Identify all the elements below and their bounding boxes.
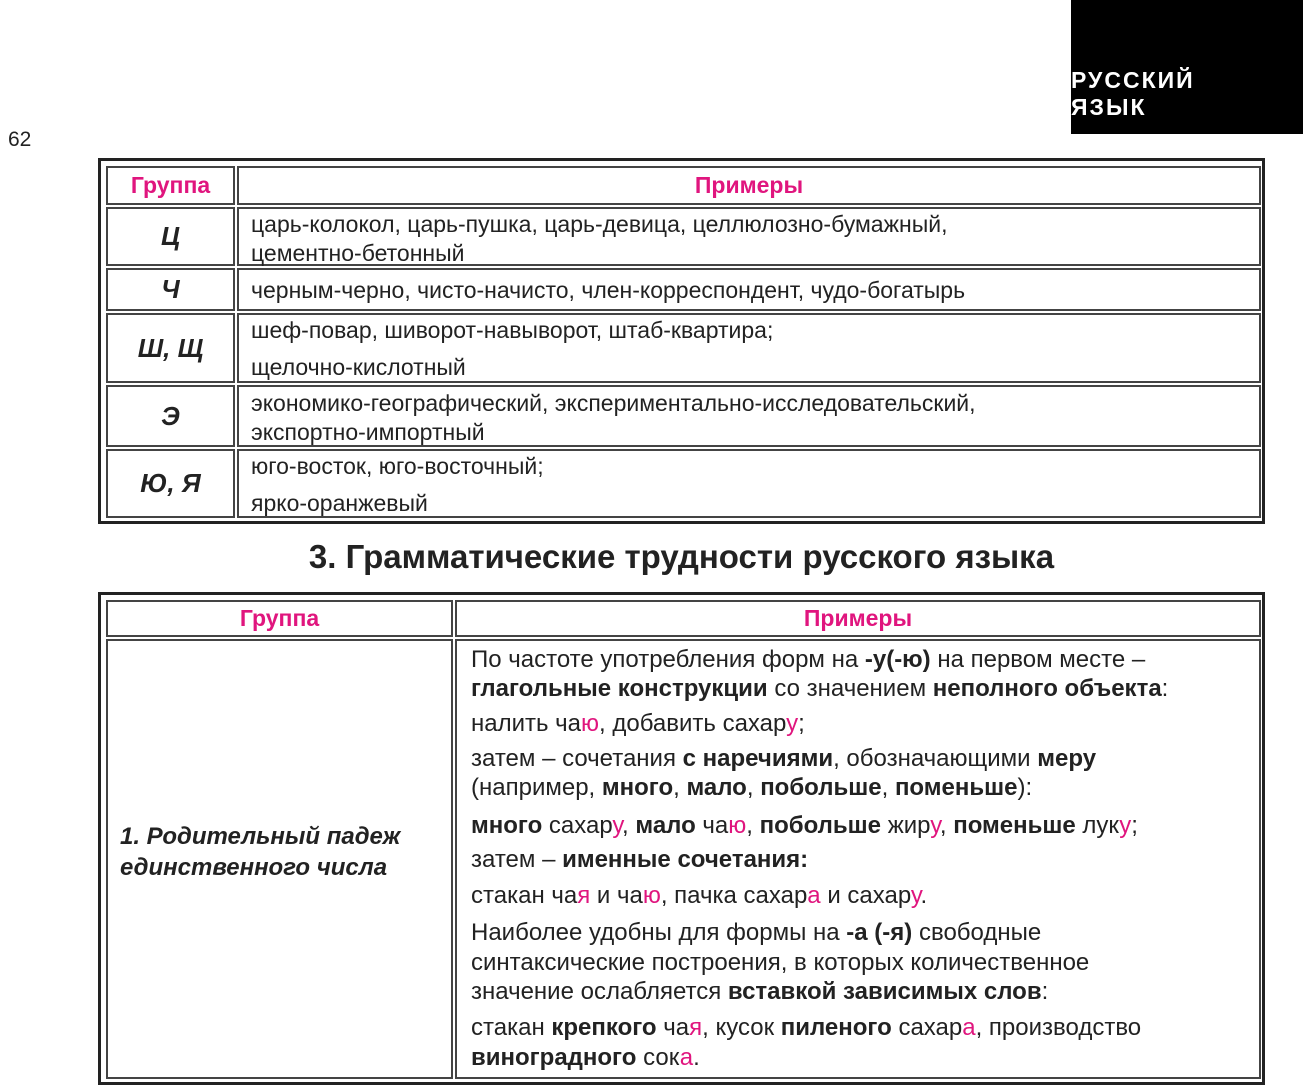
table2-header-group: Группа [106,600,453,637]
text-segment: мало [686,774,747,801]
text-segment: , кусок [702,1014,781,1041]
text-segment: стакан [471,1014,552,1041]
text-segment: поменьше [894,774,1018,801]
text-segment: поменьше [953,812,1076,839]
text-segment: , обозначающими [833,745,1038,772]
text-segment: на первом месте – [930,646,1146,673]
text-segment: виноградного [471,1044,637,1071]
text-segment: ): [1017,774,1033,801]
ending-highlight: а [807,882,821,909]
text-segment: побольше [760,774,882,801]
example-line [471,881,927,911]
ending-highlight: я [577,882,591,909]
table1-group-yu: Ю, Я [106,449,235,518]
text-segment: стакан ча [471,882,578,909]
ending-highlight: у [786,710,799,737]
text-segment: глагольные конструкции [471,675,768,702]
text-segment: затем – сочетания [471,745,683,772]
ending-highlight: ю [642,882,661,909]
example-line [471,948,1089,978]
text-segment: со значением [767,675,933,702]
page-number: 62 [8,128,32,151]
table1-examples-yu [237,449,1261,518]
ending-highlight: а [962,1014,976,1041]
example-line: шеф-повар, шиворот-навыворот, штаб-квартира; [251,317,774,343]
example-line [471,773,1032,803]
text-segment: мало [635,812,696,839]
table1-examples-sh [237,313,1261,383]
section-title: 3. Грамматические трудности русского языка [308,538,1055,575]
table1-group-ts: Ц [106,207,235,266]
example-line: черным-черно, чисто-начисто, член-корреспондент, чудо-богатырь [251,277,966,303]
text-segment: -а (-я) [846,919,913,946]
example-line: экспортно-импортный [251,419,485,445]
table1-group-ch: Ч [106,268,235,311]
text-segment: -у(-ю) [864,646,931,673]
ending-highlight: у [612,812,623,839]
text-segment: крепкого [551,1014,657,1041]
table1-examples-e [237,385,1261,447]
text-segment: синтаксические построения, в которых количественное [471,949,1090,976]
example-line: щелочно-кислотный [251,354,466,380]
table1-header-examples: Примеры [237,166,1261,205]
text-segment: , пачка сахар [660,882,808,909]
text-segment: ча [656,1014,690,1041]
text-segment: сок [636,1044,680,1071]
ending-highlight: у [1119,812,1132,839]
text-segment: , [746,812,760,839]
text-segment: . [693,1044,700,1071]
example-line [471,918,1041,948]
text-segment: неполного объекта [932,675,1162,702]
text-segment: : [1041,978,1049,1005]
example-line [471,1013,1141,1043]
example-line: ярко-оранжевый [251,490,428,516]
text-segment: ча [695,812,729,839]
text-segment: именные сочетания: [562,846,809,873]
example-line [471,1043,700,1073]
example-line [471,977,1048,1007]
ending-highlight: я [689,1014,703,1041]
text-segment: побольше [759,812,882,839]
text-segment: ; [798,710,805,737]
text-segment: : [1161,675,1169,702]
example-line [471,709,805,739]
text-segment: и ча [590,882,643,909]
text-segment: налить ча [471,710,582,737]
text-segment: пиленого [780,1014,892,1041]
text-segment: затем – [471,846,563,873]
text-segment: , добавить сахар [599,710,787,737]
text-segment: и сахар [820,882,911,909]
table1-group-e: Э [106,385,235,447]
table2-header-examples: Примеры [455,600,1261,637]
text-segment: значение ослабляется [471,978,728,1005]
spelling-table [98,158,1265,524]
text-segment: (например, [471,774,602,801]
example-line [471,845,808,875]
text-segment: меру [1037,745,1097,772]
text-segment: , [746,774,761,801]
text-segment: жир [881,812,931,839]
text-segment: По частоте употребления форм на [471,646,865,673]
ending-highlight: ю [581,710,600,737]
table2-group-label: 1. Родительный падеж единственного числа [120,823,401,881]
example-line: экономико-географический, экспериментально-исследовательский, [251,390,976,416]
ending-highlight: у [930,812,940,839]
example-line [471,674,1168,704]
text-segment: вставкой зависимых слов [727,978,1042,1005]
text-segment: , [881,774,895,801]
chapter-header [1071,0,1303,134]
text-segment: , производство [975,1014,1142,1041]
example-line: юго-восток, юго-восточный; [251,453,544,479]
text-segment: много [471,812,543,839]
table2-group-cell [106,639,453,1079]
text-segment: Наиболее удобны для формы на [471,919,847,946]
text-segment: , [939,812,954,839]
ending-highlight: ю [728,812,747,839]
example-line [471,645,1145,675]
text-segment: с наречиями [682,745,834,772]
text-segment: . [920,882,928,909]
example-line [471,811,1138,841]
text-segment: , [622,812,636,839]
grammar-table [98,592,1265,1085]
table2-examples-cell [455,639,1261,1079]
table1-examples-ts [237,207,1261,266]
text-segment: свободные [912,919,1042,946]
chapter-title: РУССКИЙ ЯЗЫК [1071,67,1195,120]
text-segment: , [673,774,687,801]
text-segment: сахар [542,812,613,839]
text-segment: сахар [891,1014,963,1041]
text-segment: много [601,774,674,801]
example-line: царь-колокол, царь-пушка, царь-девица, целлюлозно-бумажный, [251,211,948,237]
example-line [471,744,1096,774]
table1-group-sh: Ш, Щ [106,313,235,383]
example-line: цементно-бетонный [251,240,465,266]
table1-examples-ch [237,268,1261,311]
table1-header-group: Группа [106,166,235,205]
text-segment: лук [1075,812,1120,839]
text-segment: ; [1131,812,1138,839]
ending-highlight: а [679,1044,694,1071]
ending-highlight: у [910,882,921,909]
